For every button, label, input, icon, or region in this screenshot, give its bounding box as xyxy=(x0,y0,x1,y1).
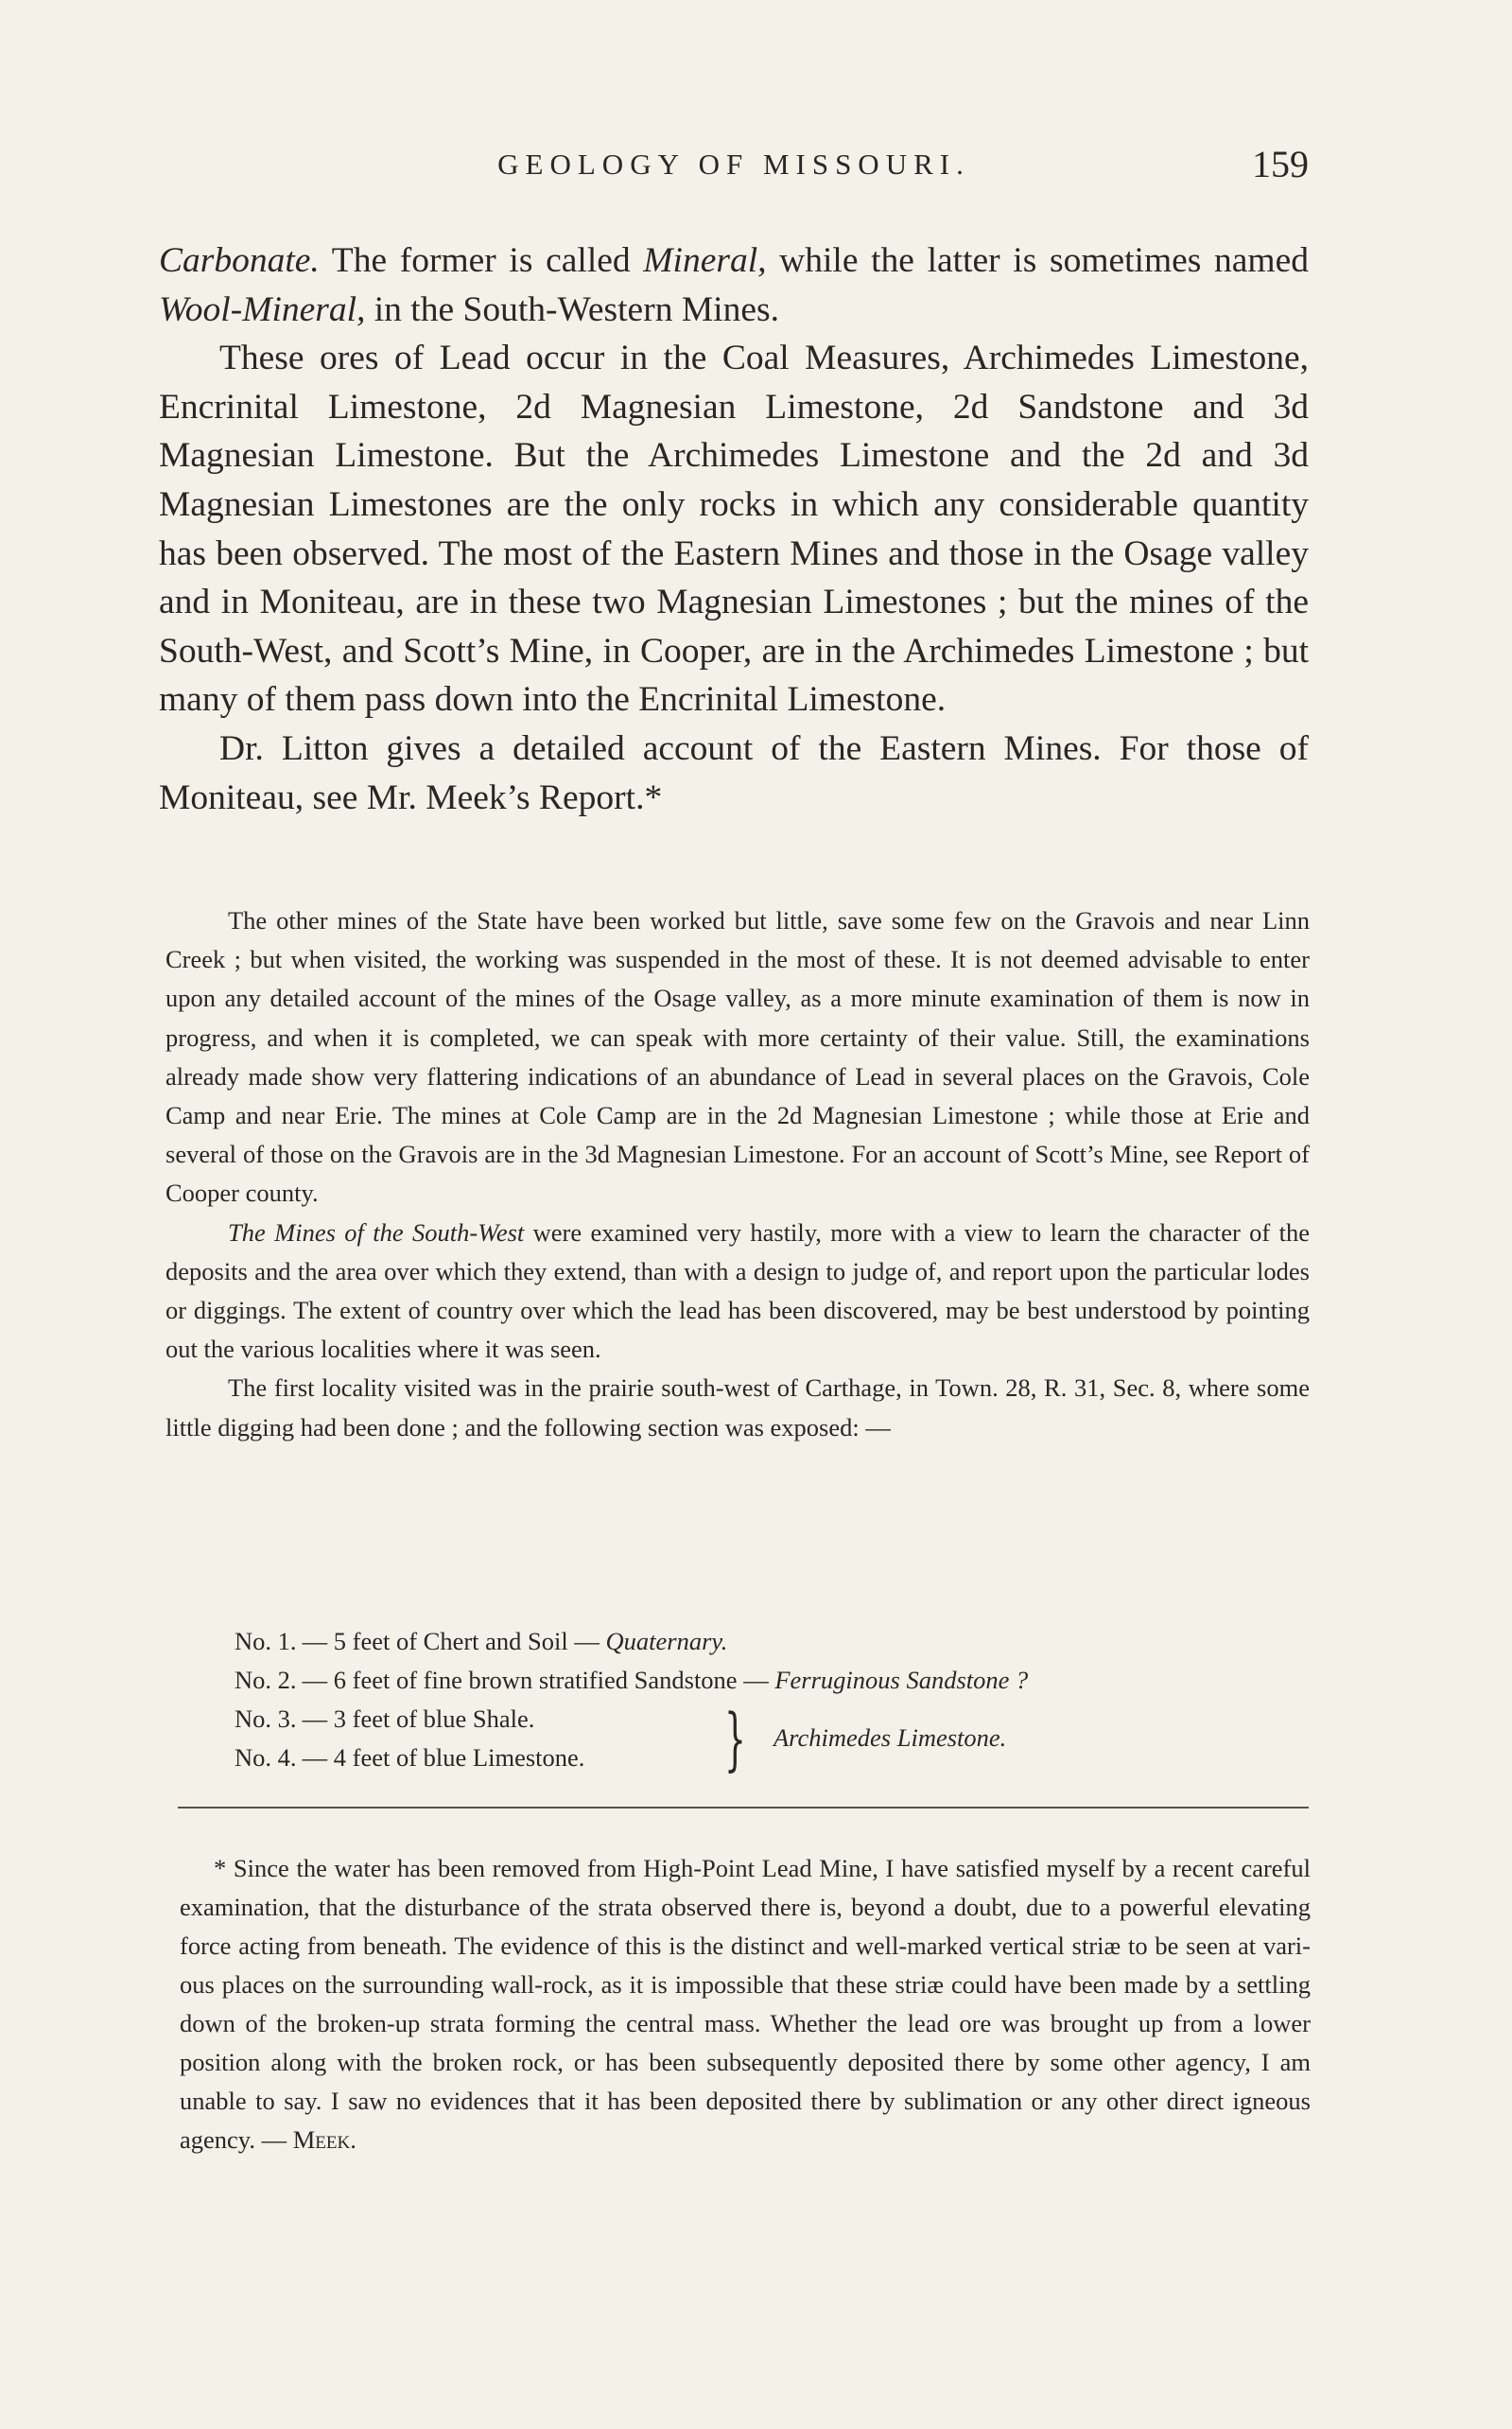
brace-glyph: } xyxy=(724,1699,746,1778)
footnote xyxy=(180,1849,1311,2159)
section-number: No. 3. xyxy=(235,1704,297,1733)
main-text xyxy=(159,236,1309,822)
term-wool-mineral: Wool-Mineral, xyxy=(159,289,366,329)
section-description: — 5 feet of Chert and Soil — xyxy=(302,1627,606,1655)
section-description: — 4 feet of blue Limestone. xyxy=(302,1743,585,1772)
section-number: No. 1. xyxy=(235,1627,297,1655)
section-formation: Quaternary. xyxy=(605,1627,728,1655)
running-head: GEOLOGY OF MISSOURI. xyxy=(497,148,970,181)
paragraph-ores-of-lead: These ores of Lead occur in the Coal Measures, Archimedes Limestone, Encrinital Limestone, 2d Magnesian Limestone, 2d Sandstone and 3d Magnesian Limestone. But the Archimedes Limestone and the 2d and 3d Magnesian Limestones are the only rocks in which any considerable quantity has been observed. The most of the Eastern Mines and those in the Osage valley and in Moniteau, are in these two Magnesian Limestones ; but the mines of the South-West, and Scott’s Mine, in Cooper, are in the Archimedes Limestone ; but many of them pass down into the Encrinital Limestone. xyxy=(159,339,1309,720)
section-formation: Ferruginous Sandstone ? xyxy=(774,1666,1029,1694)
paragraph-first-locality: The first locality visited was in the prairie south-west of Carthage, in Town. 28, R. 31, Sec. 8, where some little digging had been done ; and the following section was exposed: — xyxy=(165,1373,1310,1442)
section-number: No. 2. xyxy=(235,1666,297,1694)
text-span: * Since the water has been removed from High-Point Lead Mine, I have satisfied myself by a recent careful examination, that the disturbance of the strata observed there is, beyond a doubt, due to a powerful elevating force acting from beneath. The evidence of this is the distinct and well-marked vertical striæ to be seen at various places on the surrounding wall-rock, as it is impossible that these striæ could have been made by a settling down of the broken-up strata forming the central mass. Whether the lead ore was brought up from a lower position along with the broken rock, or has been subsequently deposited there by some other agency, I am unable to say. I saw no evidences that it has been deposited there by sublimation or any other direct igneous agency. — xyxy=(180,1854,1311,2154)
text-span: while the latter is sometimes named xyxy=(766,241,1309,280)
section-description: — 6 feet of fine brown stratified Sandstone — xyxy=(302,1666,775,1694)
paragraph-south-west-mines xyxy=(165,1214,1310,1370)
section-group xyxy=(235,1700,1312,1777)
paragraph-carbonate xyxy=(159,236,1309,334)
section-row xyxy=(235,1661,1312,1700)
page-header xyxy=(159,142,1309,199)
footnote-signature: Meek. xyxy=(292,2125,356,2154)
section-number: No. 4. xyxy=(235,1743,297,1772)
geologic-section-list xyxy=(235,1622,1312,1777)
small-print-section xyxy=(165,901,1310,1447)
paragraph-other-mines: The other mines of the State have been worked but little, save some few on the Gravois and near Linn Creek ; but when visited, the working was suspended in the most of these. It is not deemed advisable to enter upon any detailed account of the mines of the Osage valley, as a more minute examination of them is now in progress, and when it is completed, we can speak with more certainty of their value. Still, the examinations already made show very flattering indications of an abundance of Lead in several places on the Gravois, Cole Camp and near Erie. The mines at Cole Camp are in the 2d Magnesian Limestone ; while those at Erie and several of those on the Gravois are in the 3d Magnesian Limestone. For an account of Scott’s Mine, see Report of Cooper county. xyxy=(165,906,1310,1208)
paragraph-dr-litton: Dr. Litton gives a detailed account of the Eastern Mines. For those of Moniteau, see Mr. Meek’s Report.* xyxy=(159,728,1309,817)
section-row xyxy=(235,1622,1312,1661)
footnote-text xyxy=(180,1849,1311,2159)
text-span: were examined very hastily, more with a view to learn the character of the deposits and the area over which they extend, than with a design to judge of, and report upon the particular lodes or diggings. The extent of country over which the lead has been discovered, may be best understood by pointing out the various localities where it was seen. xyxy=(165,1217,1310,1364)
term-carbonate: Carbonate. xyxy=(159,241,320,280)
heading-mines-south-west: The Mines of the South-West xyxy=(228,1217,525,1247)
section-description: — 3 feet of blue Shale. xyxy=(302,1704,535,1733)
term-mineral: Mineral, xyxy=(643,241,767,280)
text-span: in the South-Western Mines. xyxy=(365,289,779,329)
text-span: The former is called xyxy=(319,241,644,280)
section-group-formation: Archimedes Limestone. xyxy=(773,1723,1007,1752)
page-number: 159 xyxy=(1252,143,1309,185)
footnote-rule xyxy=(178,1807,1309,1809)
